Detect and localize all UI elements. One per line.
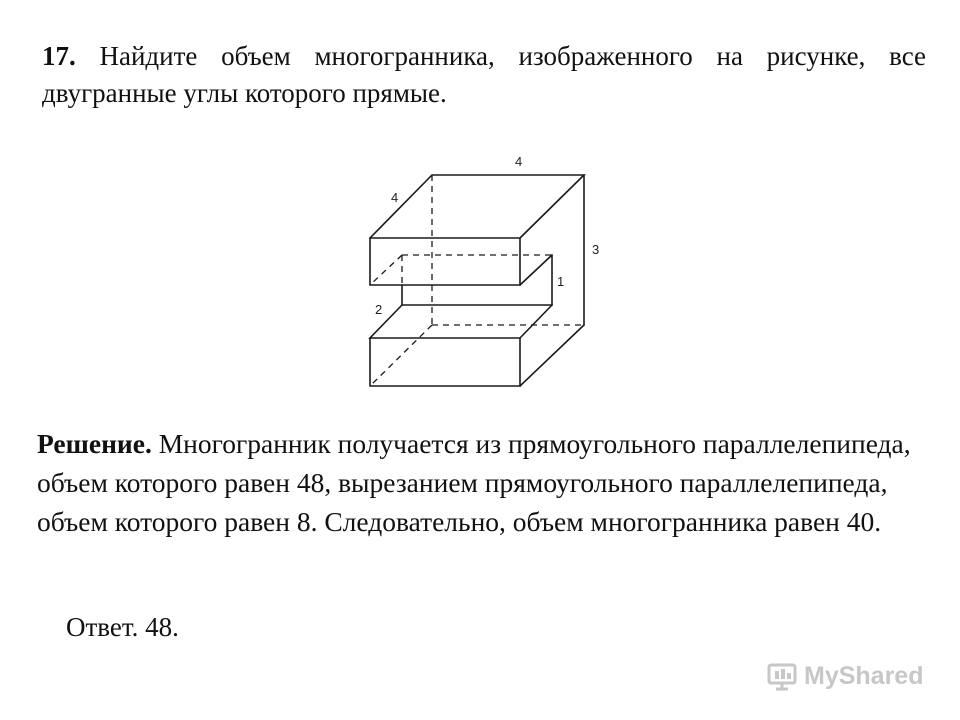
inner-cut-top-edge xyxy=(520,255,552,285)
bottom-back-right-edge xyxy=(520,325,584,386)
answer-text: Ответ. 48. xyxy=(66,612,179,642)
bottom-slab-top-face xyxy=(370,305,552,338)
label-top: 4 xyxy=(515,154,523,169)
label-inner-height: 1 xyxy=(557,274,565,289)
problem-number: 17. xyxy=(42,41,76,71)
label-right-height: 3 xyxy=(592,242,600,257)
problem-statement xyxy=(42,38,926,112)
problem-text: Найдите объем многогранника, изображенного на рисунке, все двугранные углы которого прямые. xyxy=(42,41,927,108)
solution-heading: Решение. xyxy=(37,428,152,459)
top-slab-front-face xyxy=(370,238,520,285)
presentation-logo-icon xyxy=(766,660,798,692)
solution-block xyxy=(37,424,917,541)
top-slab-top-face xyxy=(370,175,584,238)
solution-text: Многогранник получается из прямоугольного параллелепипеда, объем которого равен 48, вырезанием прямоугольного параллелепипеда, объем которого равен 8. Следовательно, объем многогранника равен 40. xyxy=(37,428,911,537)
label-left-gap: 2 xyxy=(375,302,383,317)
polyhedron-drawing xyxy=(355,148,615,393)
polyhedron-figure xyxy=(355,148,615,393)
bottom-slab-front-face xyxy=(370,338,520,386)
hidden-inner-diagonal xyxy=(370,255,402,285)
watermark xyxy=(766,656,936,696)
hidden-bottom-diagonal xyxy=(370,325,432,386)
label-left-depth: 4 xyxy=(391,190,399,205)
watermark-text: MyShared xyxy=(804,661,924,690)
